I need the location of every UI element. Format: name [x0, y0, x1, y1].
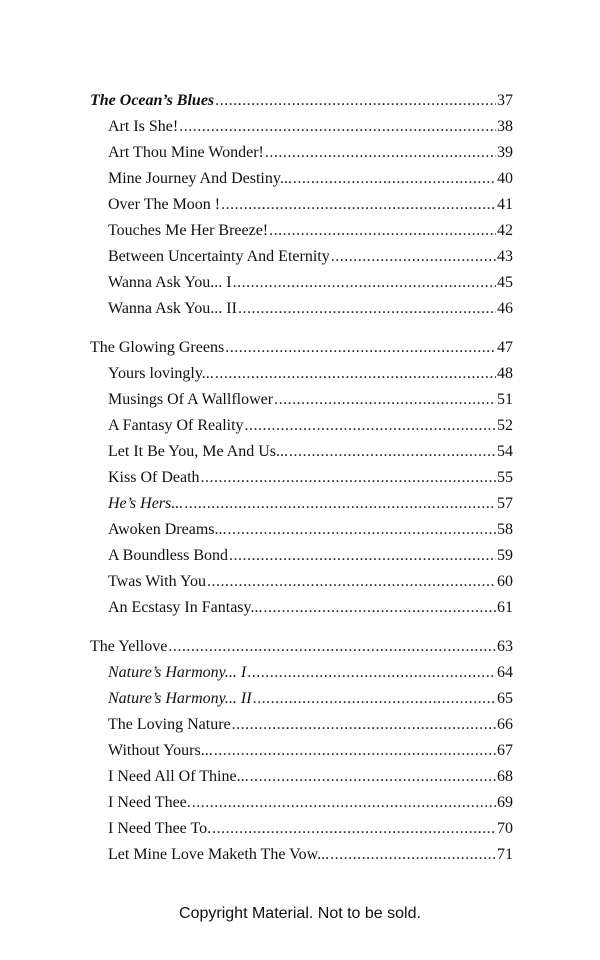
dot-leader — [265, 140, 496, 166]
toc-entry — [90, 595, 513, 621]
copyright-notice: Copyright Material. Not to be sold. — [179, 905, 421, 922]
entry-title: A Boundless Bond — [108, 547, 229, 564]
page-number: 59 — [497, 547, 513, 564]
entry-title: Yours lovingly... — [108, 365, 214, 382]
entry-title: I Need Thee To. — [108, 820, 212, 837]
dot-leader — [201, 465, 496, 491]
dot-leader — [207, 569, 496, 595]
entry-title: An Ecstasy In Fantasy... — [108, 599, 263, 616]
dot-leader — [228, 517, 497, 543]
toc-entry — [90, 738, 513, 764]
toc-entry — [90, 712, 513, 738]
toc-entry — [90, 166, 513, 192]
section-heading — [90, 634, 513, 660]
toc-entry — [90, 517, 513, 543]
dot-leader — [331, 244, 496, 270]
dot-leader — [289, 439, 496, 465]
table-of-contents — [90, 88, 513, 881]
dot-leader — [269, 218, 496, 244]
toc-entry — [90, 413, 513, 439]
toc-entry — [90, 465, 513, 491]
dot-leader — [274, 387, 496, 413]
dot-leader — [215, 88, 496, 114]
dot-leader — [168, 634, 496, 660]
entry-title: Over The Moon ! — [108, 196, 221, 213]
entry-title: Touches Me Her Breeze! — [108, 222, 269, 239]
section-title: The Ocean’s Blues — [90, 92, 215, 109]
page-number: 51 — [497, 391, 513, 408]
dot-leader — [232, 712, 496, 738]
toc-entry — [90, 790, 513, 816]
page-number: 52 — [497, 417, 513, 434]
page-number: 54 — [497, 443, 513, 460]
page-number: 37 — [497, 92, 513, 109]
toc-entry — [90, 439, 513, 465]
page-number: 55 — [497, 469, 513, 486]
dot-leader — [214, 738, 496, 764]
dot-leader — [229, 543, 496, 569]
dot-leader — [247, 660, 496, 686]
page-number: 69 — [497, 794, 513, 811]
toc-entry — [90, 244, 513, 270]
entry-title: The Loving Nature — [108, 716, 231, 733]
entry-title: I Need Thee. — [108, 794, 191, 811]
page-number: 39 — [497, 144, 513, 161]
entry-title: Art Thou Mine Wonder! — [108, 144, 264, 161]
toc-entry — [90, 218, 513, 244]
entry-title: Without Yours... — [108, 742, 213, 759]
toc-section — [90, 634, 513, 868]
dot-leader — [212, 816, 496, 842]
toc-entry — [90, 660, 513, 686]
page-number: 60 — [497, 573, 513, 590]
page-number: 70 — [497, 820, 513, 837]
entry-title: Awoken Dreams... — [108, 521, 227, 538]
dot-leader — [179, 114, 496, 140]
entry-title: Musings Of A Wallflower — [108, 391, 274, 408]
page-number: 57 — [497, 495, 513, 512]
toc-section — [90, 335, 513, 621]
toc-entry — [90, 296, 513, 322]
entry-title: Art Is She! — [108, 118, 179, 135]
section-heading — [90, 88, 513, 114]
page-number: 58 — [497, 521, 513, 538]
section-title: The Yellove — [90, 638, 168, 655]
page-number: 71 — [497, 846, 513, 863]
entry-title: I Need All Of Thine... — [108, 768, 249, 785]
toc-entry — [90, 764, 513, 790]
dot-leader — [330, 842, 496, 868]
entry-title: Wanna Ask You... I — [108, 274, 232, 291]
toc-entry — [90, 686, 513, 712]
dot-leader — [238, 296, 496, 322]
dot-leader — [250, 764, 496, 790]
toc-section — [90, 88, 513, 322]
page-number: 40 — [497, 170, 513, 187]
section-title: The Glowing Greens — [90, 339, 225, 356]
dot-leader — [192, 790, 496, 816]
dot-leader — [245, 413, 496, 439]
entry-title: Let Mine Love Maketh The Vow... — [108, 846, 330, 863]
toc-entry — [90, 491, 513, 517]
page-number: 65 — [497, 690, 513, 707]
page-number: 63 — [497, 638, 513, 655]
entry-title: Twas With You — [108, 573, 206, 590]
dot-leader — [221, 192, 496, 218]
entry-title: A Fantasy Of Reality — [108, 417, 244, 434]
toc-entry — [90, 192, 513, 218]
toc-entry — [90, 361, 513, 387]
entry-title: Between Uncertainty And Eternity — [108, 248, 330, 265]
page-number: 41 — [497, 196, 513, 213]
dot-leader — [293, 166, 496, 192]
entry-title: Kiss Of Death — [108, 469, 200, 486]
page-number: 61 — [497, 599, 513, 616]
toc-entry — [90, 270, 513, 296]
dot-leader — [264, 595, 497, 621]
entry-title: Wanna Ask You... II — [108, 300, 237, 317]
entry-title: He’s Hers... — [108, 495, 184, 512]
dot-leader — [253, 686, 496, 712]
dot-leader — [184, 491, 496, 517]
page-number: 38 — [497, 118, 513, 135]
page-number: 66 — [497, 716, 513, 733]
page-number: 45 — [497, 274, 513, 291]
entry-title: Nature’s Harmony... I — [108, 664, 247, 681]
toc-entry — [90, 842, 513, 868]
dot-leader — [233, 270, 496, 296]
toc-entry — [90, 114, 513, 140]
entry-title: Nature’s Harmony... II — [108, 690, 252, 707]
page-number: 46 — [497, 300, 513, 317]
toc-entry — [90, 543, 513, 569]
toc-entry — [90, 387, 513, 413]
section-heading — [90, 335, 513, 361]
toc-entry — [90, 569, 513, 595]
page-number: 64 — [497, 664, 513, 681]
page-number: 48 — [497, 365, 513, 382]
page-number: 68 — [497, 768, 513, 785]
entry-title: Let It Be You, Me And Us... — [108, 443, 289, 460]
dot-leader — [225, 335, 496, 361]
toc-entry — [90, 140, 513, 166]
page-number: 42 — [497, 222, 513, 239]
toc-entry — [90, 816, 513, 842]
dot-leader — [215, 361, 496, 387]
page-number: 47 — [497, 339, 513, 356]
page-number: 43 — [497, 248, 513, 265]
entry-title: Mine Journey And Destiny... — [108, 170, 292, 187]
page-number: 67 — [497, 742, 513, 759]
